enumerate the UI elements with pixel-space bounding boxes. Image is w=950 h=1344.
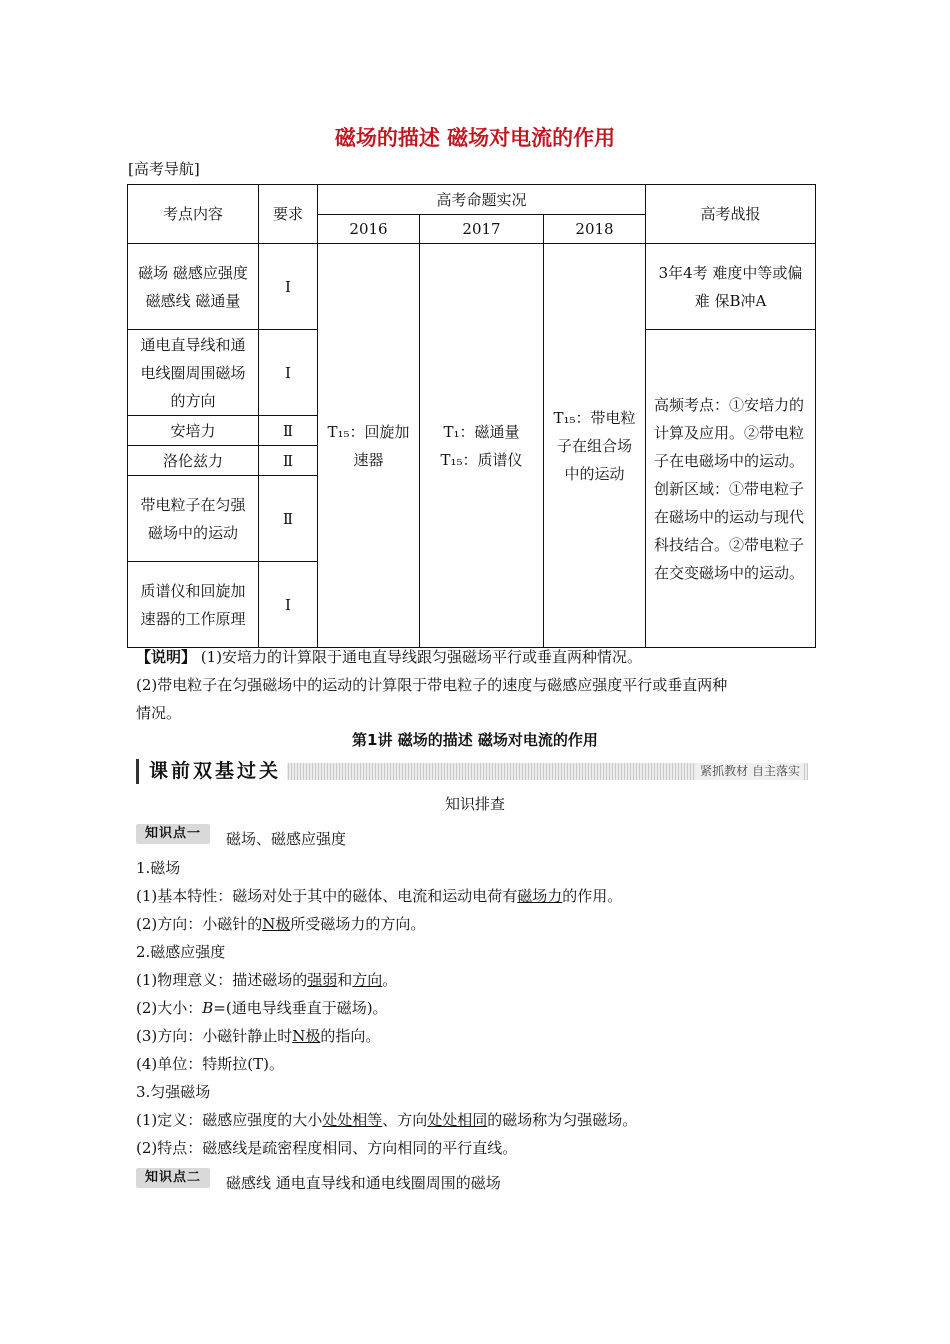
exam-2017-cell: T₁：磁通量 T₁₅：质谱仪 <box>420 244 544 648</box>
answer-blank: N极 <box>262 915 291 933</box>
answer-blank: 方向 <box>352 971 383 989</box>
topic-cell: 安培力 <box>128 416 259 446</box>
header-year-2016: 2016 <box>318 215 420 244</box>
answer-blank: 处处相等 <box>322 1111 383 1129</box>
note-label: 【说明】 <box>136 648 197 666</box>
header-requirement: 要求 <box>259 185 318 244</box>
requirement-cell: Ⅰ <box>259 330 318 416</box>
text-line: (3)方向：小磁针静止时N极的指向。 <box>136 1027 381 1045</box>
exam-2016-cell: T₁₅：回旋加速器 <box>318 244 420 648</box>
text-line: (1)物理意义：描述磁场的强弱和方向。 <box>136 971 398 989</box>
requirement-cell: Ⅰ <box>259 244 318 330</box>
banner-tag: 紧抓教材 自主落实 <box>696 763 804 780</box>
requirement-cell: Ⅱ <box>259 416 318 446</box>
topic-cell: 带电粒子在匀强磁场中的运动 <box>128 476 259 562</box>
header-exam-report: 高考战报 <box>646 185 816 244</box>
text-line: (1)定义：磁感应强度的大小处处相等、方向处处相同的磁场称为匀强磁场。 <box>136 1111 638 1129</box>
requirement-cell: Ⅱ <box>259 476 318 562</box>
answer-blank: 处处相同 <box>427 1111 488 1129</box>
knowledge-point-title: 磁感线 通电直导线和通电线圈周围的磁场 <box>226 1174 501 1192</box>
topic-cell: 质谱仪和回旋加速器的工作原理 <box>128 562 259 648</box>
exam-navigation-label: [高考导航] <box>128 160 200 178</box>
requirement-cell: Ⅰ <box>259 562 318 648</box>
banner-title: 课前双基过关 <box>136 759 287 784</box>
header-content: 考点内容 <box>128 185 259 244</box>
answer-blank: 磁场力 <box>517 887 563 905</box>
heading-uniform-field: 3.匀强磁场 <box>136 1083 211 1101</box>
topic-cell: 洛伦兹力 <box>128 446 259 476</box>
text-line: (2)方向：小磁针的N极所受磁场力的方向。 <box>136 915 426 933</box>
answer-blank: 强弱 <box>307 971 338 989</box>
knowledge-point-badge: 知识点二 <box>136 1168 210 1188</box>
answer-blank: N极 <box>292 1027 321 1045</box>
topic-cell: 磁场 磁感应强度 磁感线 磁通量 <box>128 244 259 330</box>
header-year-2018: 2018 <box>544 215 646 244</box>
header-exam-record: 高考命题实况 <box>318 185 646 215</box>
note-line-1: 【说明】 (1)安培力的计算限于通电直导线跟匀强磁场平行或垂直两种情况。 <box>136 648 643 666</box>
text-line: (4)单位：特斯拉(T)。 <box>136 1055 284 1073</box>
header-year-2017: 2017 <box>420 215 544 244</box>
report-summary-cell: 3年4考 难度中等或偏难 保B冲A <box>646 244 816 330</box>
page-title: 磁场的描述 磁场对电流的作用 <box>334 126 616 150</box>
text-line: (1)基本特性：磁场对处于其中的磁体、电流和运动电荷有磁场力的作用。 <box>136 887 623 905</box>
text-line: (2)大小：B=(通电导线垂直于磁场)。 <box>136 999 388 1017</box>
topic-cell: 通电直导线和通电线圈周围磁场的方向 <box>128 330 259 416</box>
exam-2018-cell: T₁₅：带电粒子在组合场中的运动 <box>544 244 646 648</box>
lecture-title: 第1讲 磁场的描述 磁场对电流的作用 <box>352 731 598 749</box>
note-line-3: 情况。 <box>136 704 182 722</box>
heading-magnetic-induction: 2.磁感应强度 <box>136 943 226 961</box>
note-line-2: (2)带电粒子在匀强磁场中的运动的计算限于带电粒子的速度与磁感应强度平行或垂直两种 <box>136 676 728 694</box>
report-detail-cell: 高频考点：①安培力的计算及应用。②带电粒子在电磁场中的运动。创新区域：①带电粒子在磁场中的运动与现代科技结合。②带电粒子在交变磁场中的运动。 <box>646 330 816 648</box>
text-line: (2)特点：磁感线是疏密程度相同、方向相同的平行直线。 <box>136 1139 518 1157</box>
heading-magnetic-field: 1.磁场 <box>136 859 181 877</box>
section-banner <box>136 759 808 784</box>
knowledge-point-title: 磁场、磁感应强度 <box>226 830 347 848</box>
knowledge-point-badge: 知识点一 <box>136 824 210 844</box>
requirement-cell: Ⅱ <box>259 446 318 476</box>
exam-outline-table <box>127 184 816 648</box>
section-heading: 知识排查 <box>444 795 505 813</box>
